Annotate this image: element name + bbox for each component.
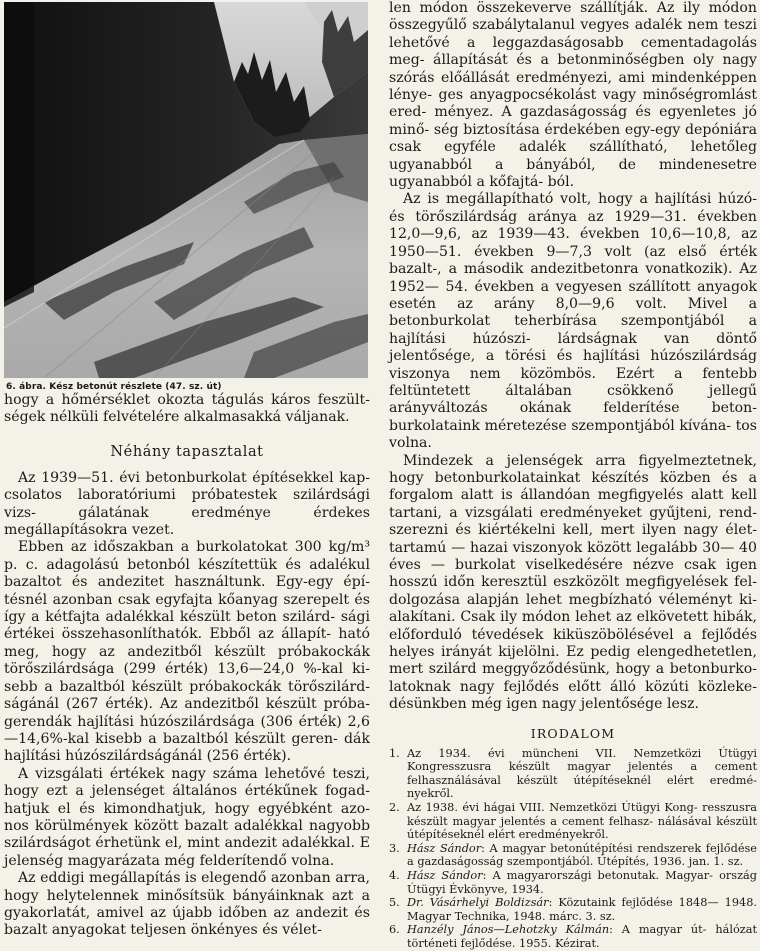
- reference-text: : A magyarországi betonutak. Magyar- ország Útügyi Évkönyve, 1934.: [407, 869, 757, 896]
- paragraph-left-3: A vizsgálati értékek nagy száma lehetővé teszi, hogy ezt a jelenséget általános értékűnek fogad- hatjuk el és kimondhatjuk, hogy egyébként azo- nos körülmények között bazalt adalékkal nagyobb szilárdságot érhetünk el, mint andezit adalékkal. E jelenség magyarázata még felderítendő volna.: [4, 765, 370, 869]
- reference-number: 6.: [389, 923, 400, 937]
- reference-text: Az 1934. évi müncheni VII. Nemzetközi Útügyi Kongresszusra készült magyar jelentés a cement felhasználásával készült útépítéseknél elért eredmé- nyekről.: [407, 746, 757, 801]
- reference-text: : A magyar út- hálózat történeti fejlődése. 1955. Kézirat.: [407, 923, 758, 950]
- reference-number: 5.: [389, 896, 400, 910]
- right-column: [389, 0, 757, 951]
- paragraph-left-4: Az eddigi megállapítás is elegendő azonban arra, hogy helytelennek minősítsük bányáinknak azt a gyakorlatát, amivel az újabb időben az andezit és bazalt anyagokat teljesen önkényes és vélet-: [4, 870, 370, 939]
- reference-number: 3.: [389, 841, 400, 855]
- reference-author: Hász Sándor: [407, 869, 483, 882]
- reference-item: [389, 923, 757, 950]
- reference-number: 4.: [389, 869, 400, 882]
- reference-author: Hanzély János—Lehotzky Kálmán: [407, 923, 610, 937]
- reference-number: 1.: [389, 746, 400, 760]
- paragraph-right-3: Mindezek a jelenségek arra figyelmeztetnek, hogy betonburkolatainkat készítés közben és a forgalom alatt is állandóan megfigyelés alatt kell tartani, a vizsgálati eredményeket gyűjteni, rend- szerezni és kiértékelni kell, mert ilyen nagy élet- tartamú — hazai viszonyok között legalább 30— 40 éves — burkolat viselkedésére nézve csak igen hosszú időn keresztül eszközölt megfigyelések fel- dolgozása alapján lehet megbízható véleményt ki- alakítani. Csak ily módon lehet az elkövetett hibák, előforduló tévedések kiküszöbölésével a fejlődés helyes irányát kijelölni. Ez pedig elengedhetetlen, mert szilárd meggyőződésünk, hogy a betonburko- latoknak nagy fejlődés előtt álló közúti közleke- désünkben még igen nagy jelentősége lesz.: [389, 452, 757, 713]
- reference-number: 2.: [389, 801, 400, 815]
- paragraph-right-2: Az is megállapítható volt, hogy a hajlítási húzó- és törőszilárdság aránya az 1929—31. években 12,0—9,6, az 1939—43. években 10,6—10,8, az 1950—51. években 9—7,3 volt (az első érték bazalt-, a második andezitbetonra vonatkozik). Az 1952— 54. években a vegyesen szállított anyagok esetén az arány 8,0—9,6 volt. Mivel a betonburkolat teherbírása szempontjából a hajlítási húzószi- lárdságnak van döntő jelentősége, a törési és hajlítási húzószilárdság viszonya nem közömbös. Ezért a fentebb feltüntetett általában csökkenő jellegű arányváltozás okának felderítése beton- burkolataink méretezése szempontjából kívána- tos volna.: [389, 191, 757, 452]
- reference-item: [389, 801, 757, 842]
- reference-item: [389, 842, 757, 869]
- paragraph-left-2: Ebben az időszakban a burkolatokat 300 kg/m³ p. c. adagolású betonból készítettük és adalékul bazaltot és andezitet használtunk. Egy-egy épí- tésnél azonban csak egyfajta kőanyag szerepelt és így a kétfajta adalékkal készült beton szilárd- sági értékei összehasonlíthatók. Ebből az állapít- ható meg, hogy az andezitből készült próbakockák törőszilárdsága (299 érték) 13,6—24,0 %-kal ki- sebb a bazaltból készült próbakockák törőszilárd- ságánál (267 érték). Az andezitből készült próba- gerendák hajlítási húzószilárdsága (306 érték) 2,6—14,6%-kal kisebb a bazaltból készült geren- dák hajlítási húzószilárdságánál (256 érték).: [4, 539, 370, 765]
- continuation-paragraph: hogy a hőmérséklet okozta tágulás káros feszült- ségek nélküli felvételére alkalmasakká váljanak.: [4, 392, 370, 426]
- paragraph-left-1: Az 1939—51. évi betonburkolat építésekkel kap- csolatos laboratóriumi próbatestek szilárdsági vizs- gálatának eredménye érdekes megállapításokra vezet.: [4, 469, 370, 539]
- paragraph-right-1: len módon összekeverve szállítják. Az ily módon összegyűlő szabálytalanul vegyes adalék nem teszi lehetővé a leggazdaságosabb cementadagolás meg- állapítását és a betonminőségben oly nagy szórás előállását eredményezi, ami mindenképpen lénye- ges anyagpocsékolást vagy minőségromlást ered- ményez. A gazdaságosság és egyenletes jó minő- ség biztosítása érdekében egy-egy depóniára csak egyféle adalék szállítható, lehetőleg ugyanabból a bányából, de mindenesetre ugyanabból a kőfajtá- ból.: [389, 0, 757, 191]
- reference-text: Az 1938. évi hágai VIII. Nemzetközi Útügyi Kong- resszusra készült magyar jelentés a cement felhasz- nálásával készült útépítéseknél elért eredményekről.: [407, 801, 757, 842]
- reference-list: [389, 747, 757, 951]
- left-column: [4, 0, 370, 940]
- section-title: Néhány tapasztalat: [110, 443, 264, 460]
- reference-author: Dr. Vásárhelyi Boldizsár: [407, 896, 549, 910]
- reference-item: [389, 869, 757, 896]
- road-photograph: [4, 2, 368, 378]
- reference-item: [389, 747, 757, 801]
- reference-item: [389, 896, 757, 923]
- figure-caption: 6. ábra. Kész betonút részlete (47. sz. út): [6, 382, 222, 392]
- road-photo-image: [4, 2, 368, 378]
- reference-text: : Közutaink fejlődése 1848— 1948. Magyar Technika, 1948. márc. 3. sz.: [407, 896, 757, 923]
- references-title: IRODALOM: [530, 725, 616, 741]
- reference-text: : A magyar betonútépítési rendszerek fejlődése a gazdaságosság szempontjából. Útépítés, 1936. jan. 1. sz.: [407, 841, 757, 869]
- reference-author: Hász Sándor: [407, 841, 482, 855]
